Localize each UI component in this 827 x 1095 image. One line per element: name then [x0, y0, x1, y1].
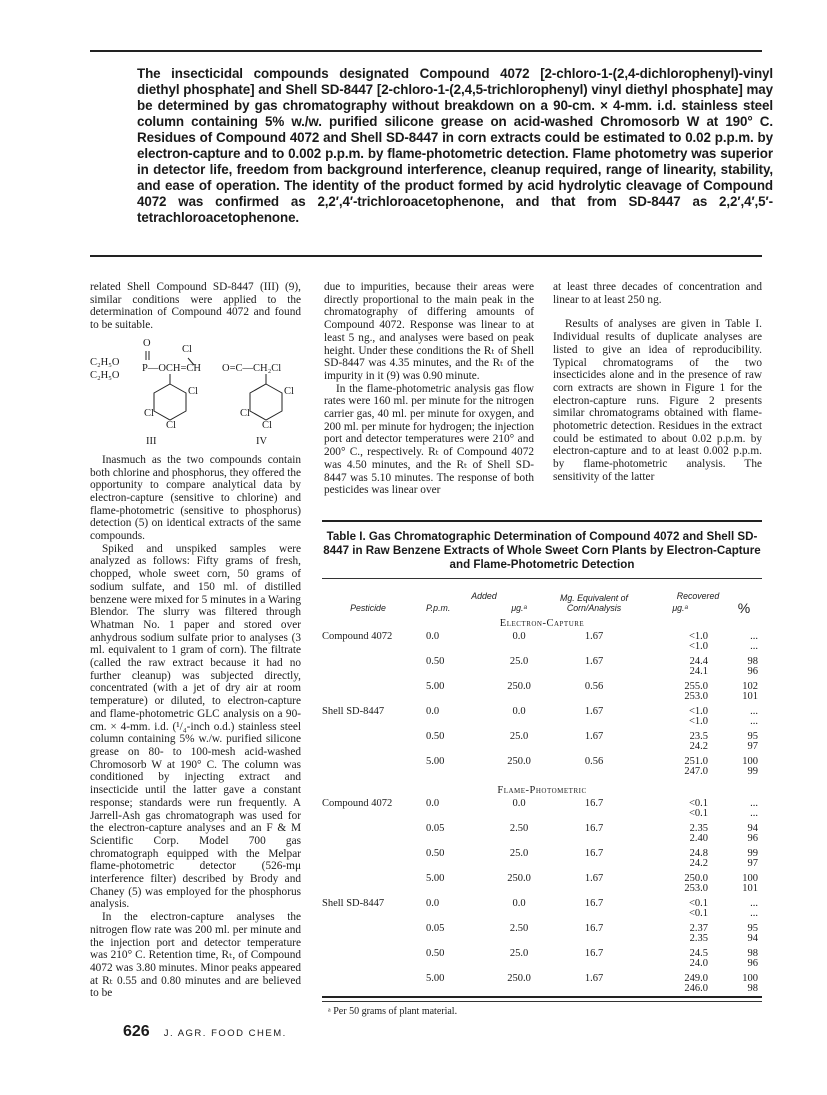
atom-label: Cl [166, 419, 176, 431]
cell-percent [726, 899, 762, 924]
cell-added-ug: 0.0 [512, 631, 526, 642]
header-mg-equivalent: Mg. Equivalent of Corn/Analysis [560, 593, 628, 613]
cell-pesticide: Shell SD-8447 [322, 898, 385, 909]
cell-added-ug: 25.0 [509, 848, 529, 859]
recovered-value: 24.0 [689, 958, 708, 969]
cell-added-ug: 25.0 [509, 731, 529, 742]
atom-label: Cl [284, 385, 294, 397]
recovered-value: 253.0 [684, 691, 708, 702]
cell-pesticide [322, 682, 414, 707]
section-label: Electron-Capture [499, 618, 585, 629]
cell-recovered-ug [634, 632, 726, 657]
cell-added-ug: 0.0 [512, 898, 526, 909]
cell-ppm: 0.0 [426, 898, 440, 909]
cell-ppm: 0.50 [426, 656, 445, 667]
cell-pesticide [322, 924, 414, 949]
recovered-value: 2.35 [689, 933, 708, 944]
cell-pesticide: Shell SD-8447 [322, 706, 385, 717]
recovered-value: 2.40 [689, 833, 708, 844]
cell-pesticide: Compound 4072 [322, 631, 393, 642]
cell-added-ug: 25.0 [509, 948, 529, 959]
paragraph: In the electron-capture analyses the nitrogen flow rate was 200 ml. per minute and the injection port and detector temperature was 210° C. Retention time, Rₜ, of Compound 4072 was 3.80 minutes. Minor peaks appeared at Rₜ 0.55 and 0.80 minutes and are believed to be [90, 911, 301, 1000]
recovered-value: 247.0 [684, 766, 708, 777]
cell-recovered-ug [634, 657, 726, 682]
percent-value: ... [750, 908, 758, 919]
cell-added-ug: 0.0 [512, 706, 526, 717]
recovered-value: <1.0 [688, 716, 708, 727]
cell-percent [726, 682, 762, 707]
table-row [322, 707, 762, 732]
cell-recovered-ug [634, 874, 726, 899]
table-1 [322, 530, 762, 1017]
recovered-value: <1.0 [688, 631, 708, 642]
cell-ppm: 5.00 [426, 756, 445, 767]
table-footnote: ᵃ Per 50 grams of plant material. [328, 1006, 458, 1017]
cell-ppm: 0.05 [426, 823, 445, 834]
paragraph: related Shell Compound SD-8447 (III) (9), similar conditions were applied to the determination of Compound 4072 and found to be suitable. [90, 281, 301, 332]
percent-value: 96 [747, 958, 758, 969]
atom-label: C₂H₅O [90, 369, 120, 381]
cell-added-ug: 0.0 [512, 798, 526, 809]
cell-recovered-ug [634, 757, 726, 782]
atom-label: Cl [144, 407, 154, 419]
table-row [322, 899, 762, 924]
cell-recovered-ug [634, 682, 726, 707]
percent-value: 98 [747, 948, 758, 959]
cell-pesticide [322, 849, 414, 874]
cell-pesticide [322, 874, 414, 899]
percent-value: ... [750, 898, 758, 909]
paragraph: Inasmuch as the two compounds contain both chlorine and phosphorus, they offered the opportunity to compare analytical data by electron-capture (sensitive to chlorine) and flame-photometric (sensitive to phosphorus) detection (5) on identical extracts of the same compounds. [90, 453, 301, 543]
structure-label: IV [256, 435, 268, 447]
table-row [322, 849, 762, 874]
section-label: Flame-Photometric [497, 785, 587, 796]
cell-percent [726, 707, 762, 732]
cell-pesticide [322, 657, 414, 682]
atom-label: Cl [240, 407, 250, 419]
chemical-structures [90, 338, 301, 450]
percent-value: ... [750, 798, 758, 809]
recovered-value: 23.5 [689, 731, 708, 742]
header-ppm: P.p.m. [426, 603, 451, 613]
cell-recovered-ug [634, 732, 726, 757]
paragraph: at least three decades of concentration and linear to at least 250 ng. [553, 281, 762, 306]
percent-value: 98 [747, 656, 758, 667]
cell-ppm: 5.00 [426, 873, 445, 884]
cell-pesticide [322, 824, 414, 849]
atom-label: Cl [188, 385, 198, 397]
paragraph: due to impurities, because their areas were directly proportional to the main peak in the chromatography of differing amounts of Compound 4072. Response was linear to at least 5 ng., and analyses were based on peak height. Under these conditions the Rₜ of Shell SD-8447 was 4.35 minutes, and the Rₜ of the impurity in it (9) was 0.90 minute. [324, 281, 534, 382]
percent-value: 100 [742, 756, 758, 767]
recovered-value: 249.0 [684, 973, 708, 984]
cell-percent [726, 924, 762, 949]
percent-value: 96 [747, 833, 758, 844]
cell-ppm: 0.50 [426, 948, 445, 959]
percent-value: ... [750, 716, 758, 727]
cell-recovered-ug [634, 899, 726, 924]
cell-mg-equivalent: 0.56 [584, 681, 604, 692]
cell-pesticide [322, 757, 414, 782]
header-percent: % [737, 600, 751, 616]
paragraph: In the flame-photometric analysis gas flow rates were 160 ml. per minute for the nitrogen carrier gas, 40 ml. per minute for oxygen, and 200 ml. per minute for hydrogen; the injection port and detector temperatures were 210° and 200° C., respectively. Rₜ of Compound 4072 was 4.50 minutes, and the Rₜ of Shell SD-8447 was 5.10 minutes. The response of both pesticides was linear over [324, 382, 534, 497]
cell-percent [726, 632, 762, 657]
column-3 [553, 281, 762, 484]
cell-percent [726, 824, 762, 849]
cell-added-ug: 250.0 [507, 681, 531, 692]
results-table [322, 579, 762, 999]
cell-recovered-ug [634, 707, 726, 732]
cell-pesticide [322, 949, 414, 974]
cell-mg-equivalent: 1.67 [584, 706, 604, 717]
recovered-value: 246.0 [684, 983, 708, 994]
table-bottom-rule [322, 996, 762, 998]
recovered-value: 2.37 [689, 923, 708, 934]
recovered-value: <0.1 [688, 808, 708, 819]
cell-added-ug: 2.50 [509, 923, 529, 934]
page-number: 626 [123, 1023, 150, 1040]
percent-value: 95 [747, 731, 758, 742]
table-row [322, 632, 762, 657]
cell-percent [726, 949, 762, 974]
table-row [322, 924, 762, 949]
percent-value: 101 [742, 883, 758, 894]
atom-label: P—OCH=CH [142, 362, 202, 374]
cell-mg-equivalent: 16.7 [584, 798, 604, 809]
cell-mg-equivalent: 1.67 [584, 631, 604, 642]
cell-added-ug: 250.0 [507, 873, 531, 884]
journal-name: J. AGR. FOOD CHEM. [163, 1028, 287, 1039]
table-row [322, 824, 762, 849]
cell-ppm: 0.0 [426, 798, 440, 809]
percent-value: 96 [747, 666, 758, 677]
percent-value: 100 [742, 873, 758, 884]
percent-value: ... [750, 631, 758, 642]
cell-mg-equivalent: 1.67 [584, 731, 604, 742]
recovered-value: <1.0 [688, 641, 708, 652]
page-footer [123, 1023, 287, 1041]
percent-value: 101 [742, 691, 758, 702]
cell-recovered-ug [634, 824, 726, 849]
percent-value: 99 [747, 848, 758, 859]
recovered-value: 250.0 [684, 873, 708, 884]
table-title: Table I. Gas Chromatographic Determination of Compound 4072 and Shell SD-8447 in Raw Benzene Extracts of Whole Sweet Corn Plants by Electron-Capture and Flame-Photometric Detection [323, 530, 761, 571]
cell-mg-equivalent: 1.67 [584, 973, 604, 984]
structure-label: III [146, 435, 157, 447]
recovered-value: 24.8 [689, 848, 708, 859]
cell-ppm: 0.0 [426, 706, 440, 717]
recovered-value: <0.1 [688, 898, 708, 909]
cell-ppm: 0.0 [426, 631, 440, 642]
cell-recovered-ug [634, 949, 726, 974]
recovered-value: 24.2 [689, 741, 708, 752]
cell-pesticide [322, 732, 414, 757]
cell-added-ug: 2.50 [509, 823, 529, 834]
header-recovered: Recovered [676, 591, 720, 601]
table-body [322, 615, 762, 999]
cell-percent [726, 874, 762, 899]
header-added: Added [471, 591, 497, 601]
table-row [322, 799, 762, 824]
cell-mg-equivalent: 16.7 [584, 923, 604, 934]
atom-label: C₂H₅O [90, 356, 120, 368]
atom-label: O [143, 337, 151, 349]
cell-ppm: 0.50 [426, 731, 445, 742]
cell-mg-equivalent: 16.7 [584, 948, 604, 959]
recovered-value: 24.1 [689, 666, 708, 677]
table-row [322, 874, 762, 899]
cell-percent [726, 849, 762, 874]
cell-recovered-ug [634, 799, 726, 824]
recovered-value: 24.4 [689, 656, 708, 667]
percent-value: 100 [742, 973, 758, 984]
column-2 [324, 281, 534, 497]
abstract: The insecticidal compounds designated Compound 4072 [2-chloro-1-(2,4-dichlorophenyl)-vinyl diethyl phosphate] and Shell SD-8447 [2-chloro-1-(2,4,5-trichlorophenyl) vinyl diethyl phosphate] may be determined by gas chromatography without breakdown on a 90-cm. × 4-mm. i.d. stainless steel column containing 5% w./w. purified silicone grease on acid-washed Chromosorb W at 190° C. Residues of Compound 4072 and Shell SD-8447 in corn extracts could be estimated to 0.02 p.p.m. by electron-capture and to 0.002 p.p.m. by flame-photometric detection. Flame photometry was superior in detector life, freedom from background interference, cleanup required, range of linearity, stability, and ease of operation. The identity of the product formed by acid hydrolytic cleavage of Compound 4072 was confirmed as 2,2′,4′-trichloroacetophenone, and that from SD-8447 as 2,2′,4′,5′-tetrachloroacetophenone. [137, 66, 773, 225]
top-rule [90, 50, 762, 52]
table-row [322, 949, 762, 974]
cell-mg-equivalent: 16.7 [584, 898, 604, 909]
cell-percent [726, 799, 762, 824]
table-top-rule [322, 520, 762, 522]
cell-mg-equivalent: 16.7 [584, 848, 604, 859]
percent-value: 97 [747, 741, 758, 752]
recovered-value: 253.0 [684, 883, 708, 894]
cell-ppm: 5.00 [426, 681, 445, 692]
cell-mg-equivalent: 1.67 [584, 656, 604, 667]
atom-label: Cl [262, 419, 272, 431]
table-section-heading [322, 615, 762, 632]
paragraph: Results of analyses are given in Table I. Individual results of duplicate analyses are listed to give an idea of reproducibility. Typical chromatograms of the two insecticides alone and in the presence of raw corn extracts are shown in Figure 1 for the electron-capture runs. Figure 2 presents similar chromatograms obtained with flame-photometric detection. Residues in the extract could be estimated to about 0.02 p.p.m. by electron-capture and to at least 0.002 p.p.m. by flame-photometric analysis. The sensitivity of the latter [553, 318, 762, 483]
abstract-bottom-rule [90, 255, 762, 257]
percent-value: 94 [747, 933, 758, 944]
cell-mg-equivalent: 16.7 [584, 823, 604, 834]
recovered-value: 24.2 [689, 858, 708, 869]
recovered-value: <1.0 [688, 706, 708, 717]
cell-added-ug: 25.0 [509, 656, 529, 667]
percent-value: ... [750, 641, 758, 652]
recovered-value: <0.1 [688, 908, 708, 919]
table-section-heading [322, 782, 762, 799]
cell-ppm: 0.50 [426, 848, 445, 859]
cell-mg-equivalent: 0.56 [584, 756, 604, 767]
table-row [322, 732, 762, 757]
percent-value: 98 [747, 983, 758, 994]
cell-ppm: 5.00 [426, 973, 445, 984]
header-pesticide: Pesticide [350, 603, 386, 613]
paragraph: Spiked and unspiked samples were analyzed as follows: Fifty grams of fresh, chopped, whole sweet corn, 50 grams of sodium sulfate, and 150 ml. of distilled benzene were mixed for 5 minutes in a Waring Blendor. The slurry was filtered through Whatman No. 1 paper and stored over anhydrous sodium sulfate prior to analyses (3 ml. equivalent to 1 gram of corn). The filtrate (called the raw extract because it had no further cleanup) was subjected directly, concentrated (with a jet of dry air at room temperature) or diluted, to electron-capture and flame-photometric GLC analysis on a 90-cm. × 4-mm. i.d. (¹/₄-inch o.d.) stainless steel column containing 5% w./w. purified silicone grease on 80- to 100-mesh acid-washed Chromosorb W at 190° C. The column was conditioned by injecting extract and insecticide until the latter gave a constant response; standards were run frequently. A Jarrell-Ash gas chromatograph was used for the electron-capture analyses and an F & M Scientific Corp. Model 700 gas chromatograph equipped with the Melpar flame-photometric detector (526-mμ interference filter) described by Brody and Chaney (5) was employed for the phosphorus analysis. [90, 542, 301, 911]
percent-value: ... [750, 706, 758, 717]
cell-pesticide: Compound 4072 [322, 798, 393, 809]
cell-recovered-ug [634, 849, 726, 874]
percent-value: 97 [747, 858, 758, 869]
table-row [322, 657, 762, 682]
percent-value: 99 [747, 766, 758, 777]
cell-percent [726, 732, 762, 757]
cell-added-ug: 250.0 [507, 756, 531, 767]
recovered-value: 255.0 [684, 681, 708, 692]
cell-added-ug: 250.0 [507, 973, 531, 984]
percent-value: ... [750, 808, 758, 819]
cell-mg-equivalent: 1.67 [584, 873, 604, 884]
cell-recovered-ug [634, 924, 726, 949]
percent-value: 102 [742, 681, 758, 692]
table-row [322, 757, 762, 782]
header-ug: μg.ᵃ [511, 603, 527, 613]
table-row [322, 682, 762, 707]
recovered-value: 2.35 [689, 823, 708, 834]
percent-value: 94 [747, 823, 758, 834]
cell-percent [726, 657, 762, 682]
recovered-value: 24.5 [689, 948, 708, 959]
atom-label: Cl [182, 343, 192, 355]
column-1 [90, 281, 301, 1000]
recovered-value: 251.0 [684, 756, 708, 767]
percent-value: 95 [747, 923, 758, 934]
cell-percent [726, 757, 762, 782]
cell-ppm: 0.05 [426, 923, 445, 934]
atom-label: O=C—CH₂Cl [222, 362, 282, 374]
recovered-value: <0.1 [688, 798, 708, 809]
header-rec-ug: μg.ᵃ [672, 603, 688, 613]
